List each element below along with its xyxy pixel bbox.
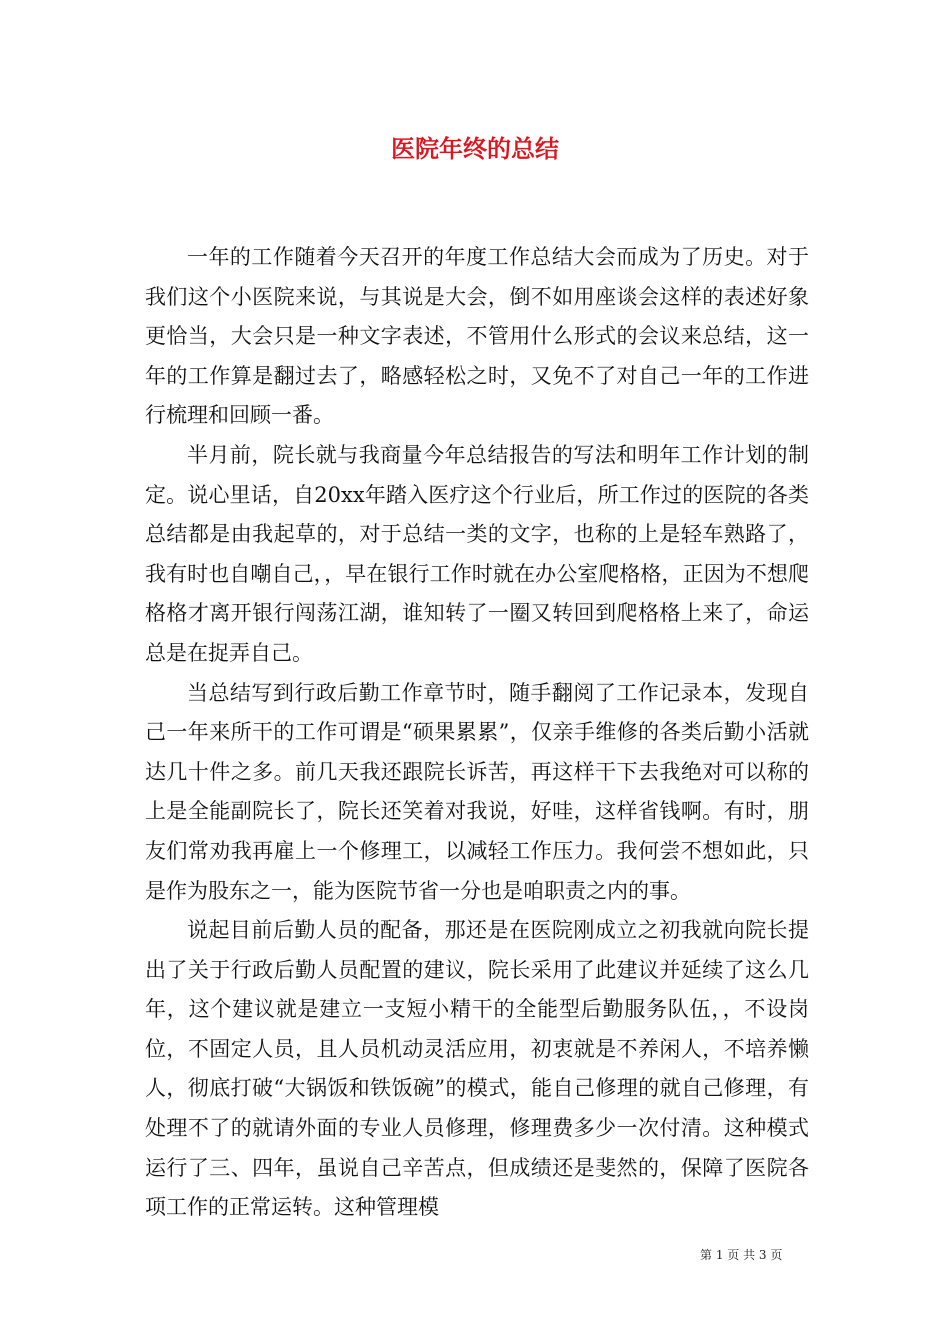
document-title: 医院年终的总结	[391, 134, 559, 163]
paragraph-1: 一年的工作随着今天召开的年度工作总结大会而成为了历史。对于我们这个小医院来说，与其说是大会，倒不如用座谈会这样的表述好象更恰当，大会只是一种文字表述，不管用什么形式的会议来总结，这一年的工作算是翻过去了，略感轻松之时，又免不了对自己一年的工作进行梳理和回顾一番。	[145, 245, 809, 428]
paragraph-3: 当总结写到行政后勤工作章节时，随手翻阅了工作记录本，发现自己一年来所干的工作可谓是“硕果累累”，仅亲手维修的各类后勤小活就达几十件之多。前几天我还跟院长诉苦，再这样干下去我绝对可以称的上是全能副院长了，院长还笑着对我说，好哇，这样省钱啊。有时，朋友们常劝我再雇上一个修理工，以减轻工作压力。我何尝不想如此，只是作为股东之一，能为医院节省一分也是咱职责之内的事。	[145, 680, 809, 903]
page-number-footer: 第 1 页 共 3 页	[700, 1248, 783, 1262]
paragraph-2: 半月前，院长就与我商量今年总结报告的写法和明年工作计划的制定。说心里话，自20xx年踏入医疗这个行业后，所工作过的医院的各类总结都是由我起草的，对于总结一类的文字，也称的上是轻车熟路了，我有时也自嘲自己，，早在银行工作时就在办公室爬格格，正因为不想爬格格才离开银行闯荡江湖，谁知转了一圈又转回到爬格格上来了，命运总是在捉弄自己。	[145, 442, 809, 665]
document-body	[145, 238, 809, 1228]
paragraph-4: 说起目前后勤人员的配备，那还是在医院刚成立之初我就向院长提出了关于行政后勤人员配置的建议，院长采用了此建议并延续了这么几年，这个建议就是建立一支短小精干的全能型后勤服务队伍，，不设岗位，不固定人员，且人员机动灵活应用，初衷就是不养闲人，不培养懒人，彻底打破“大锅饭和铁饭碗”的模式，能自己修理的就自己修理，有处理不了的就请外面的专业人员修理，修理费多少一次付清。这种模式运行了三、四年，虽说自己辛苦点，但成绩还是斐然的，保障了医院各项工作的正常运转。这种管理模	[145, 918, 809, 1220]
